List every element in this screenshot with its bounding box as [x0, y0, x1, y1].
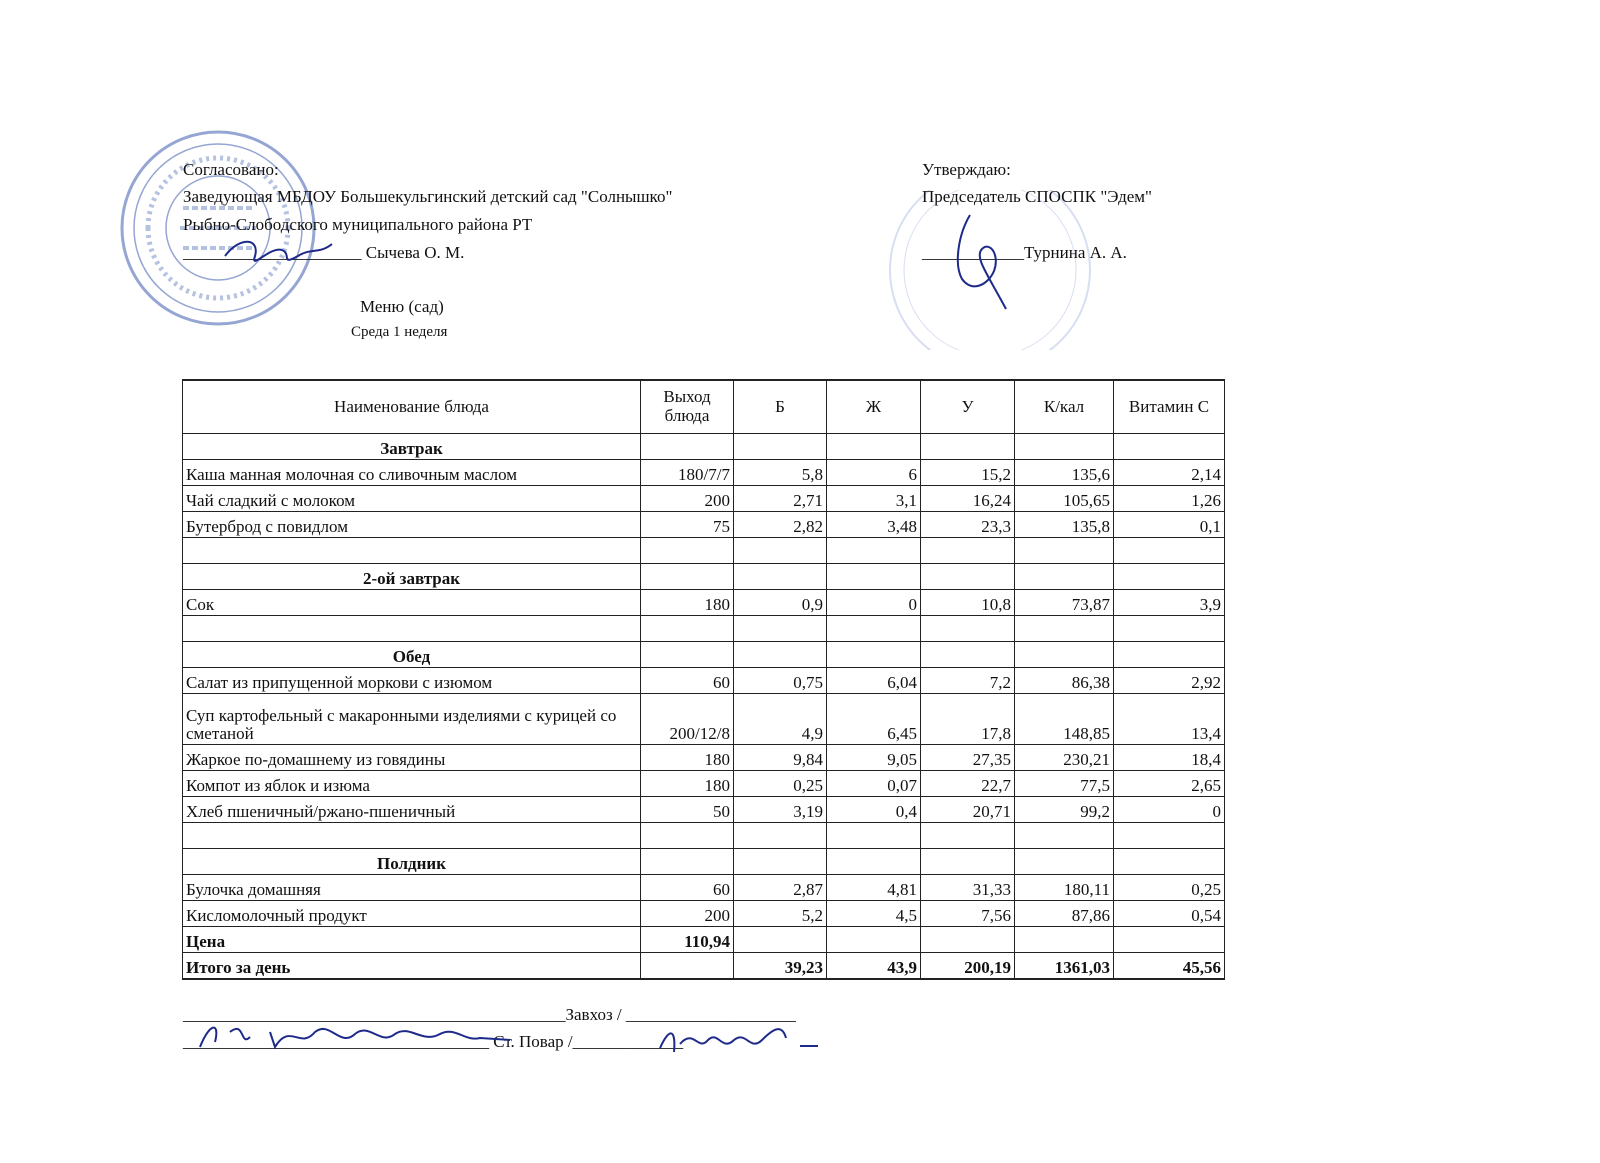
empty-cell: [921, 616, 1015, 642]
value-cell: 200: [641, 486, 734, 512]
value-cell: 20,71: [921, 797, 1015, 823]
value-cell: 148,85: [1015, 694, 1114, 745]
table-row: [183, 771, 1225, 797]
empty-cell: [1015, 849, 1114, 875]
value-cell: [1015, 927, 1114, 953]
value-cell: 45,56: [1114, 953, 1225, 980]
value-cell: 10,8: [921, 590, 1015, 616]
value-cell: 4,9: [734, 694, 827, 745]
approval-left-line2: Заведующая МБДОУ Большекульгинский детский сад "Солнышко": [183, 187, 673, 206]
value-cell: 86,38: [1015, 668, 1114, 694]
page-subtitle: Среда 1 неделя: [351, 324, 448, 340]
empty-cell: [827, 616, 921, 642]
value-cell: 135,8: [1015, 512, 1114, 538]
value-cell: 7,2: [921, 668, 1015, 694]
value-cell: 110,94: [641, 927, 734, 953]
value-cell: 23,3: [921, 512, 1015, 538]
value-cell: 3,9: [1114, 590, 1225, 616]
column-header: К/кал: [1015, 380, 1114, 434]
price-row: [183, 927, 1225, 953]
table-row: [183, 590, 1225, 616]
empty-cell: [183, 538, 641, 564]
value-cell: 0,1: [1114, 512, 1225, 538]
value-cell: 0,25: [734, 771, 827, 797]
empty-cell: [1114, 538, 1225, 564]
empty-cell: [641, 538, 734, 564]
empty-cell: [641, 434, 734, 460]
blank-row: [183, 616, 1225, 642]
value-cell: 9,05: [827, 745, 921, 771]
value-cell: 60: [641, 875, 734, 901]
value-cell: [921, 927, 1015, 953]
page-title: Меню (сад): [360, 297, 444, 316]
value-cell: 39,23: [734, 953, 827, 980]
value-cell: 180: [641, 771, 734, 797]
dish-name-cell: Бутерброд с повидлом: [183, 512, 641, 538]
approval-right-line2: Председатель СПОСПК "Эдем": [922, 187, 1152, 206]
empty-cell: [1114, 564, 1225, 590]
empty-cell: [1015, 538, 1114, 564]
empty-cell: [921, 564, 1015, 590]
value-cell: 3,19: [734, 797, 827, 823]
empty-cell: [827, 849, 921, 875]
approval-left-line1: Согласовано:: [183, 160, 279, 179]
empty-cell: [1015, 823, 1114, 849]
value-cell: 200/12/8: [641, 694, 734, 745]
value-cell: 27,35: [921, 745, 1015, 771]
table-row: [183, 694, 1225, 745]
value-cell: 99,2: [1015, 797, 1114, 823]
column-header: Б: [734, 380, 827, 434]
value-cell: 0,4: [827, 797, 921, 823]
value-cell: 1,26: [1114, 486, 1225, 512]
column-header: Выход блюда: [641, 380, 734, 434]
value-cell: 0: [1114, 797, 1225, 823]
empty-cell: [641, 616, 734, 642]
value-cell: 50: [641, 797, 734, 823]
empty-cell: [921, 823, 1015, 849]
dish-name-cell: Чай сладкий с молоком: [183, 486, 641, 512]
value-cell: 77,5: [1015, 771, 1114, 797]
value-cell: 6,45: [827, 694, 921, 745]
empty-cell: [1015, 616, 1114, 642]
value-cell: 4,5: [827, 901, 921, 927]
value-cell: 3,1: [827, 486, 921, 512]
value-cell: 200,19: [921, 953, 1015, 980]
value-cell: 5,2: [734, 901, 827, 927]
value-cell: 22,7: [921, 771, 1015, 797]
dish-name-cell: Цена: [183, 927, 641, 953]
empty-cell: [1015, 564, 1114, 590]
dish-name-cell: Каша манная молочная со сливочным маслом: [183, 460, 641, 486]
faint-round-stamp: [885, 190, 1095, 350]
blank-row: [183, 823, 1225, 849]
empty-cell: [641, 642, 734, 668]
approval-right-line1: Утверждаю:: [922, 160, 1011, 179]
section-row: [183, 849, 1225, 875]
value-cell: 73,87: [1015, 590, 1114, 616]
footer-zavhoz: _____________________________________________Завхоз / ____________________: [183, 1005, 796, 1024]
menu-table: [182, 379, 1225, 980]
value-cell: 31,33: [921, 875, 1015, 901]
value-cell: 180: [641, 590, 734, 616]
empty-cell: [1114, 849, 1225, 875]
empty-cell: [183, 616, 641, 642]
empty-cell: [641, 823, 734, 849]
empty-cell: [734, 538, 827, 564]
dish-name-cell: Компот из яблок и изюма: [183, 771, 641, 797]
value-cell: 15,2: [921, 460, 1015, 486]
approval-right-line3: ____________Турнина А. А.: [922, 243, 1127, 262]
table-row: [183, 668, 1225, 694]
value-cell: 6: [827, 460, 921, 486]
total-row: [183, 953, 1225, 980]
empty-cell: [1114, 823, 1225, 849]
empty-cell: [1114, 616, 1225, 642]
value-cell: 135,6: [1015, 460, 1114, 486]
table-row: [183, 901, 1225, 927]
value-cell: 5,8: [734, 460, 827, 486]
value-cell: 9,84: [734, 745, 827, 771]
section-row: [183, 564, 1225, 590]
value-cell: 105,65: [1015, 486, 1114, 512]
value-cell: 0,9: [734, 590, 827, 616]
dish-name-cell: Суп картофельный с макаронными изделиями с курицей со сметаной: [183, 694, 641, 745]
empty-cell: [734, 434, 827, 460]
value-cell: 3,48: [827, 512, 921, 538]
empty-cell: [921, 434, 1015, 460]
empty-cell: [1015, 434, 1114, 460]
dish-name-cell: Сок: [183, 590, 641, 616]
empty-cell: [734, 823, 827, 849]
empty-cell: [641, 564, 734, 590]
empty-cell: [827, 642, 921, 668]
table-row: [183, 745, 1225, 771]
table-header-row: [183, 380, 1225, 434]
value-cell: [641, 953, 734, 980]
empty-cell: [827, 538, 921, 564]
value-cell: 180: [641, 745, 734, 771]
table-row: [183, 486, 1225, 512]
table-row: [183, 875, 1225, 901]
value-cell: [827, 927, 921, 953]
empty-cell: [1114, 642, 1225, 668]
value-cell: 4,81: [827, 875, 921, 901]
value-cell: 6,04: [827, 668, 921, 694]
dish-name-cell: Хлеб пшеничный/ржано-пшеничный: [183, 797, 641, 823]
value-cell: 1361,03: [1015, 953, 1114, 980]
value-cell: 60: [641, 668, 734, 694]
value-cell: [734, 927, 827, 953]
empty-cell: [921, 538, 1015, 564]
value-cell: [1114, 927, 1225, 953]
empty-cell: [734, 564, 827, 590]
dish-name-cell: Жаркое по-домашнему из говядины: [183, 745, 641, 771]
value-cell: 87,86: [1015, 901, 1114, 927]
value-cell: 2,82: [734, 512, 827, 538]
empty-cell: [827, 823, 921, 849]
value-cell: 13,4: [1114, 694, 1225, 745]
section-title: 2-ой завтрак: [183, 564, 641, 590]
empty-cell: [734, 642, 827, 668]
value-cell: 2,71: [734, 486, 827, 512]
table-row: [183, 460, 1225, 486]
value-cell: 0,25: [1114, 875, 1225, 901]
value-cell: 200: [641, 901, 734, 927]
value-cell: 7,56: [921, 901, 1015, 927]
value-cell: 16,24: [921, 486, 1015, 512]
table-row: [183, 797, 1225, 823]
empty-cell: [827, 434, 921, 460]
value-cell: 18,4: [1114, 745, 1225, 771]
column-header: Витамин С: [1114, 380, 1225, 434]
approval-left-line3: Рыбно-Слободского муниципального района РТ: [183, 215, 533, 234]
column-header: Ж: [827, 380, 921, 434]
value-cell: 2,87: [734, 875, 827, 901]
value-cell: 0,07: [827, 771, 921, 797]
value-cell: 0: [827, 590, 921, 616]
empty-cell: [827, 564, 921, 590]
empty-cell: [641, 849, 734, 875]
dish-name-cell: Булочка домашняя: [183, 875, 641, 901]
empty-cell: [734, 616, 827, 642]
empty-cell: [183, 823, 641, 849]
section-row: [183, 434, 1225, 460]
section-title: Полдник: [183, 849, 641, 875]
value-cell: 75: [641, 512, 734, 538]
empty-cell: [734, 849, 827, 875]
table-row: [183, 512, 1225, 538]
section-row: [183, 642, 1225, 668]
section-title: Завтрак: [183, 434, 641, 460]
section-title: Обед: [183, 642, 641, 668]
value-cell: 17,8: [921, 694, 1015, 745]
value-cell: 180,11: [1015, 875, 1114, 901]
column-header: Наименование блюда: [183, 380, 641, 434]
value-cell: 43,9: [827, 953, 921, 980]
footer-povar: ____________________________________ Ст. Повар /_____________: [183, 1032, 684, 1051]
empty-cell: [1114, 434, 1225, 460]
approval-left-line4: _____________________ Сычева О. М.: [183, 243, 465, 262]
column-header: У: [921, 380, 1015, 434]
empty-cell: [921, 642, 1015, 668]
value-cell: 230,21: [1015, 745, 1114, 771]
dish-name-cell: Кисломолочный продукт: [183, 901, 641, 927]
value-cell: 2,14: [1114, 460, 1225, 486]
value-cell: 0,54: [1114, 901, 1225, 927]
value-cell: 180/7/7: [641, 460, 734, 486]
value-cell: 2,65: [1114, 771, 1225, 797]
empty-cell: [921, 849, 1015, 875]
dish-name-cell: Итого за день: [183, 953, 641, 980]
value-cell: 0,75: [734, 668, 827, 694]
value-cell: 2,92: [1114, 668, 1225, 694]
empty-cell: [1015, 642, 1114, 668]
dish-name-cell: Салат из припущенной моркови с изюмом: [183, 668, 641, 694]
blank-row: [183, 538, 1225, 564]
